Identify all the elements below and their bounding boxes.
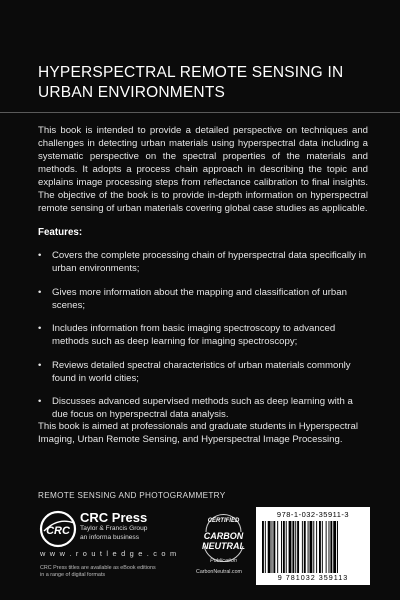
divider-line (0, 112, 400, 113)
bullet-icon: • (38, 286, 42, 298)
feature-text: Gives more information about the mapping and classification of urban scenes; (52, 286, 347, 311)
bullet-icon: • (38, 359, 42, 371)
barcode-bar (330, 521, 332, 573)
publisher-tagline: an informa business (80, 533, 140, 541)
carbon-main-2: NEUTRAL (202, 541, 245, 551)
feature-text: Includes information from basic imaging spectroscopy to advanced methods such as deep learning for imaging spectroscopy; (52, 323, 336, 347)
carbon-main-1: CARBON (203, 531, 244, 541)
feature-text: Discusses advanced supervised methods such as deep learning with a due focus on hyperspectral data analysis. (52, 396, 353, 420)
isbn-number: 978-1-032-35911-3 (276, 510, 350, 519)
barcode-bar (289, 521, 292, 573)
barcode-bar (295, 521, 296, 573)
carbon-neutral-badge (196, 510, 251, 582)
bullet-icon: • (38, 396, 42, 407)
carbon-neutral-icon (196, 510, 251, 568)
barcode-bar (272, 521, 273, 573)
barcode-bar (286, 521, 287, 573)
barcode-bar (292, 521, 294, 573)
features-list (38, 249, 368, 432)
barcode-bar (281, 521, 282, 573)
carbon-url: CarbonNeutral.com (196, 569, 242, 575)
barcode-bar (326, 521, 327, 573)
publisher-url: w w w . r o u t l e d g e . c o m (40, 549, 178, 558)
barcode-bar (268, 521, 271, 573)
book-title (38, 63, 368, 103)
intro-paragraph: This book is intended to provide a detailed perspective on techniques and challenges in detecting urban materials using hyperspectral data including a systematic perspective on the spectral properties of the materials and methods. It adopts a process chain approach in describing the topic and explains image processing steps from reflectance calibration to final insights. The objective of the book is to provide in-depth information on hyperspectral remote sensing of urban materials covering global case studies as applicable. (38, 125, 368, 214)
barcode-bar (297, 521, 299, 573)
features-heading: Features: (38, 227, 83, 238)
title-line-2: URBAN ENVIRONMENTS (38, 84, 226, 101)
closing-paragraph: This book is aimed at professionals and graduate students in Hyperspectral Imaging, Urban Remote Sensing, and Hyperspectral Image Processing. (38, 421, 358, 445)
barcode-bar (333, 521, 336, 573)
barcode-bars (262, 521, 364, 573)
barcode-bar (262, 521, 264, 573)
barcode-bar (277, 521, 278, 573)
crc-logo-text: CRC (46, 525, 70, 537)
publisher-name: CRC Press (80, 510, 148, 525)
publisher-group: Taylor & Francis Group (80, 525, 148, 532)
barcode-bar (319, 521, 321, 573)
barcode-bar (302, 521, 303, 573)
bullet-icon: • (38, 323, 42, 334)
title-line-1: HYPERSPECTRAL REMOTE SENSING IN (38, 64, 344, 81)
ebook-note-line-2: in a range of digital formats (40, 572, 106, 578)
feature-text: Covers the complete processing chain of hyperspectral data specifically in urban environments; (52, 250, 367, 274)
bullet-icon: • (38, 250, 42, 261)
carbon-top-text: CERTIFIED (207, 518, 240, 524)
carbon-sub-text: Publication (210, 558, 237, 564)
barcode-bar (310, 521, 313, 573)
isbn-barcode (256, 507, 370, 585)
feature-item (38, 286, 368, 312)
feature-item (38, 249, 368, 275)
ebook-note-line-1: CRC Press titles are available as eBook editions (40, 565, 156, 571)
feature-item (38, 359, 368, 385)
barcode-bar (265, 521, 266, 573)
barcode-bar (283, 521, 285, 573)
barcode-bar (308, 521, 309, 573)
barcode-bar (273, 521, 275, 573)
barcode-bar (329, 521, 330, 573)
ebook-note (40, 565, 160, 579)
crc-logo-icon (38, 509, 78, 549)
crc-text (80, 511, 147, 542)
feature-text: Reviews detailed spectral characteristics of urban materials commonly found in world cities; (52, 359, 351, 384)
barcode-bar (304, 521, 306, 573)
barcode-bar (322, 521, 323, 573)
feature-item (38, 395, 368, 421)
isbn-digits: 9 781032 359113 (277, 573, 349, 582)
barcode-bar (316, 521, 317, 573)
barcode-bar (313, 521, 314, 573)
barcode-bar (337, 521, 338, 573)
series-name: REMOTE SENSING AND PHOTOGRAMMETRY (38, 491, 226, 500)
feature-item (38, 322, 368, 348)
